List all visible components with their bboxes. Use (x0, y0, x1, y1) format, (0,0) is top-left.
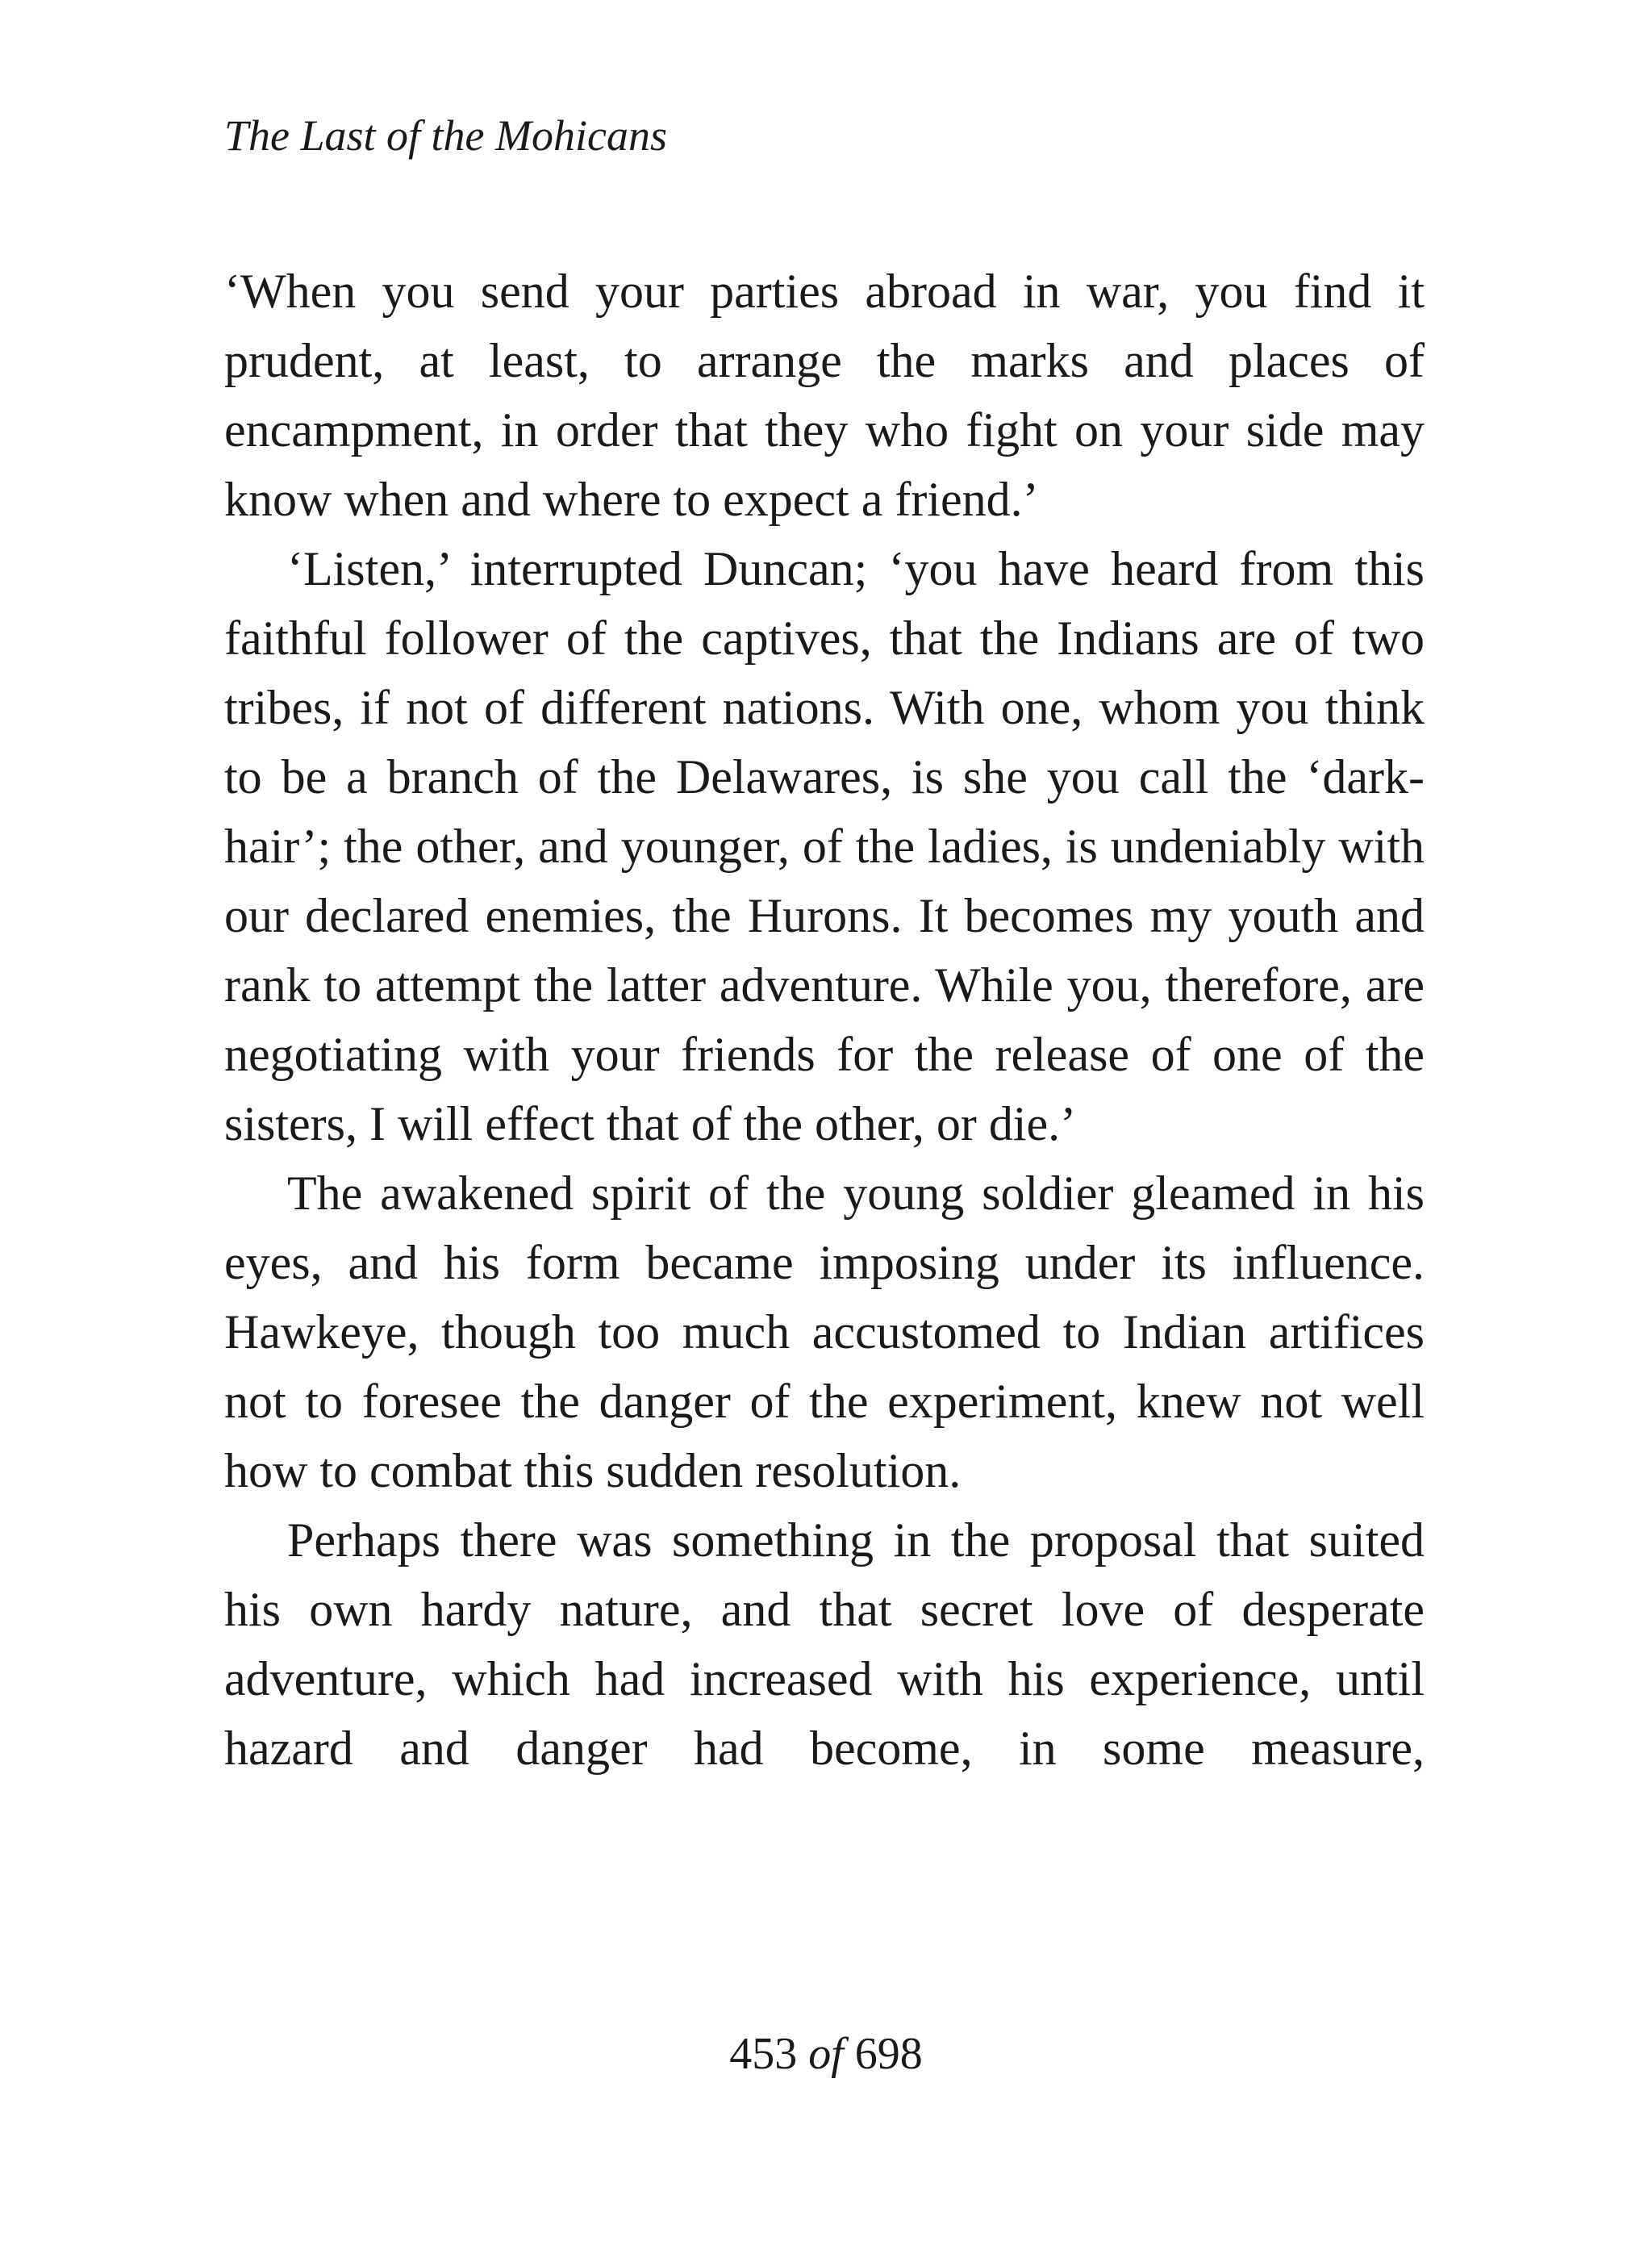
page-of-word: of (808, 2029, 844, 2079)
running-head-book-title: The Last of the Mohicans (224, 111, 667, 160)
paragraph: Perhaps there was something in the proposal that suited his own hardy nature, and that secret love of desperate adventure, which had increased with his experience, until hazard and danger had become, in some measure, (224, 1513, 1425, 1775)
paragraph: The awakened spirit of the young soldier gleamed in his eyes, and his form became imposing under its influence. Hawkeye, though too much accustomed to Indian artifices not to foresee the danger of the experiment, knew not well how to combat this sudden resolution. (224, 1167, 1425, 1497)
page-body-text (224, 257, 1425, 1783)
paragraph: ‘When you send your parties abroad in war, you find it prudent, at least, to arrange the marks and places of encampment, in order that they who fight on your side may know when and where to expect a friend.’ (224, 265, 1425, 526)
page-number-indicator (0, 2022, 1652, 2086)
paragraph: ‘Listen,’ interrupted Duncan; ‘you have heard from this faithful follower of the captives, that the Indians are of two tribes, if not of different nations. With one, whom you think to be a branch of the Delawares, is she you call the ‘dark-hair’; the other, and younger, of the ladies, is undeniably with our declared enemies, the Hurons. It becomes my youth and rank to attempt the latter adventure. While you, therefore, are negotiating with your friends for the release of one of the sisters, I will effect that of the other, or die.’ (224, 542, 1425, 1150)
total-page-count: 698 (854, 2029, 923, 2079)
current-page-number: 453 (729, 2029, 798, 2079)
